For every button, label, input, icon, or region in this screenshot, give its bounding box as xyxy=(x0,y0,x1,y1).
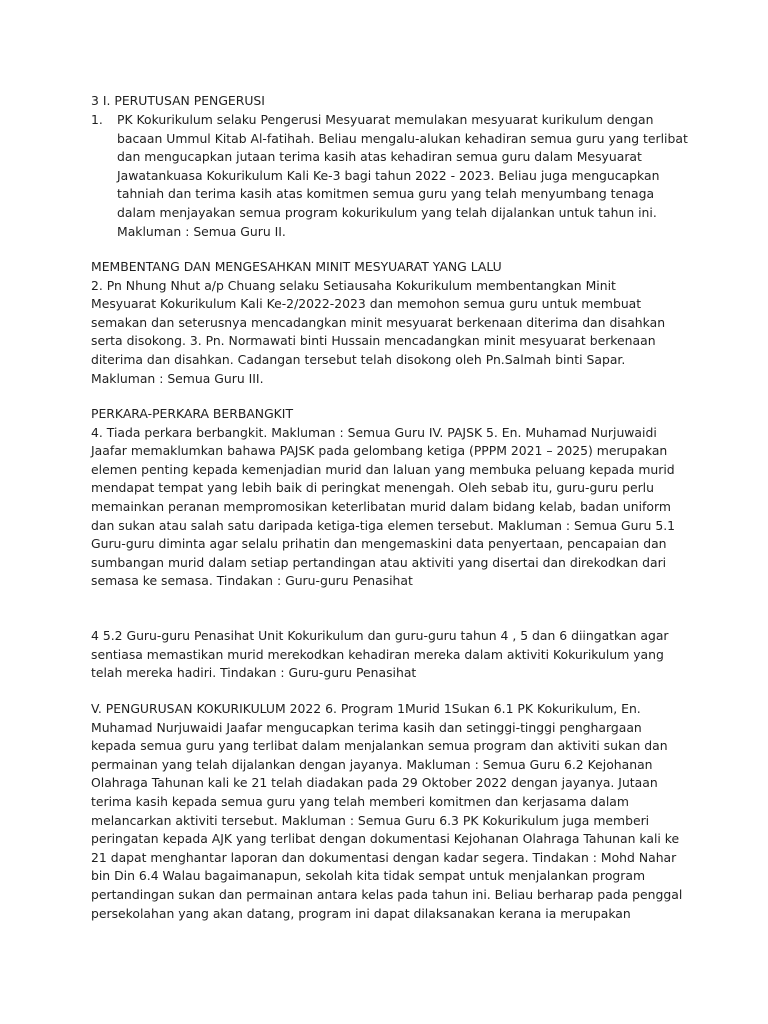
section-guru-penasihat xyxy=(91,627,687,683)
section-minit-mesyuarat xyxy=(91,258,687,388)
paragraph-line: peringatan kepada AJK yang terlibat dengan dokumentasi Kejohanan Olahraga Tahunan kali ke xyxy=(91,831,680,847)
paragraph-line: Jaafar memaklumkan bahawa PAJSK pada gelombang ketiga (PPPM 2021 – 2025) merupakan xyxy=(91,443,668,459)
paragraph-line: Guru-guru diminta agar selalu prihatin dan mengemaskini data penyertaan, pencapaian dan xyxy=(91,536,667,552)
paragraph-line: 21 dapat menghantar laporan dan dokumentasi dengan kadar segera. Tindakan : Mohd Nahar xyxy=(91,849,677,865)
section-heading: 3 I. PERUTUSAN PENGERUSI xyxy=(91,93,265,108)
paragraph-line: Muhamad Nurjuwaidi Jaafar mengucapkan terima kasih dan setinggi-tinggi penghargaan xyxy=(91,719,642,735)
paragraph-line: dan sukan atau salah satu daripada ketiga-tiga elemen tersebut. Makluman : Semua Guru 5.1 xyxy=(91,517,676,533)
paragraph-line: sentiasa memastikan murid merekodkan kehadiran mereka dalam aktiviti Kokurikulum yang xyxy=(91,646,664,662)
paragraph-line: dan mengucapkan jutaan terima kasih atas kehadiran semua guru dalam Mesyuarat xyxy=(117,149,642,165)
paragraph-line: semasa ke semasa. Tindakan : Guru-guru Penasihat xyxy=(91,573,413,589)
paragraph-line: serta disokong. 3. Pn. Normawati binti Hussain mencadangkan minit mesyuarat berkenaan xyxy=(91,333,656,349)
paragraph-line: PK Kokurikulum selaku Pengerusi Mesyuarat memulakan mesyuarat kurikulum dengan xyxy=(117,112,654,127)
paragraph-line: bacaan Ummul Kitab Al-fatihah. Beliau mengalu-alukan kehadiran semua guru yang terlibat xyxy=(117,130,688,146)
paragraph-line: melancarkan aktiviti tersebut. Makluman : Semua Guru 6.3 PK Kokurikulum juga memberi xyxy=(91,812,650,828)
section-pengurusan-kokurikulum xyxy=(91,700,687,923)
paragraph-line: 2. Pn Nhung Nhut a/p Chuang selaku Setiausaha Kokurikulum membentangkan Minit xyxy=(91,277,616,293)
paragraph-line: mendapat tempat yang lebih baik di peringkat menengah. Oleh sebab itu, guru-guru perlu xyxy=(91,480,654,496)
paragraph-line: Makluman : Semua Guru II. xyxy=(117,223,286,239)
paragraph-line: persekolahan yang akan datang, program ini dapat dilaksanakan kerana ia merupakan xyxy=(91,905,631,921)
paragraph-line: tahniah dan terima kasih atas komitmen semua guru yang telah menyumbang tenaga xyxy=(117,186,655,202)
paragraph-line: kepada semua guru yang terlibat dalam menjalankan semua program dan aktiviti sukan dan xyxy=(91,738,668,754)
paragraph-line: dalam menjayakan semua program kokurikulum yang telah dijalankan untuk tahun ini. xyxy=(117,204,657,220)
section-heading: PERKARA-PERKARA BERBANGKIT xyxy=(91,406,294,421)
section-perutusan-pengerusi xyxy=(91,92,687,111)
paragraph-line: terima kasih kepada semua guru yang telah memberi komitmen dan kerjasama dalam xyxy=(91,793,629,809)
paragraph-line: 4. Tiada perkara berbangkit. Makluman : Semua Guru IV. PAJSK 5. En. Muhamad Nurjuwaidi xyxy=(91,424,657,440)
paragraph-line: Jawatankuasa Kokurikulum Kali Ke-3 bagi tahun 2022 - 2023. Beliau juga mengucapkan xyxy=(117,167,660,183)
list-item-text xyxy=(117,111,689,241)
list-item-number: 1. xyxy=(91,112,103,127)
paragraph-line: semakan dan seterusnya mencadangkan minit mesyuarat berkenaan diterima dan disahkan xyxy=(91,314,666,330)
paragraph-line: bin Din 6.4 Walau bagaimanapun, sekolah kita tidak sempat untuk menjalankan program xyxy=(91,868,646,884)
paragraph-line: pertandingan sukan dan permainan antara kelas pada tahun ini. Beliau berharap pada penggal xyxy=(91,886,683,902)
paragraph-line: sumbangan murid dalam setiap pertandingan atau aktiviti yang disertai dan direkodkan dari xyxy=(91,554,667,570)
paragraph-line: elemen penting kepada kemenjadian murid dan laluan yang membuka peluang kepada murid xyxy=(91,461,675,477)
paragraph-line: memainkan peranan mempromosikan keterlibatan murid dalam bidang kelab, badan uniform xyxy=(91,498,671,514)
paragraph-line: diterima dan disahkan. Cadangan tersebut telah disokong oleh Pn.Salmah binti Sapar. xyxy=(91,351,626,367)
paragraph-line: V. PENGURUSAN KOKURIKULUM 2022 6. Program 1Murid 1Sukan 6.1 PK Kokurikulum, En. xyxy=(91,701,641,716)
section-perkara-berbangkit xyxy=(91,405,687,591)
paragraph-line: Mesyuarat Kokurikulum Kali Ke-2/2022-2023 dan memohon semua guru untuk membuat xyxy=(91,296,642,312)
paragraph-line: permainan yang telah dijalankan dengan jayanya. Makluman : Semua Guru 6.2 Kejohanan xyxy=(91,756,653,772)
paragraph-line: Makluman : Semua Guru III. xyxy=(91,370,264,386)
paragraph-line: Olahraga Tahunan kali ke 21 telah diadakan pada 29 Oktober 2022 dengan jayanya. Jutaan xyxy=(91,775,658,791)
paragraph-line: telah mereka hadiri. Tindakan : Guru-guru Penasihat xyxy=(91,665,417,681)
section-heading: MEMBENTANG DAN MENGESAHKAN MINIT MESYUARAT YANG LALU xyxy=(91,259,502,274)
paragraph-line: 4 5.2 Guru-guru Penasihat Unit Kokurikulum dan guru-guru tahun 4 , 5 dan 6 diingatkan agar xyxy=(91,628,669,643)
